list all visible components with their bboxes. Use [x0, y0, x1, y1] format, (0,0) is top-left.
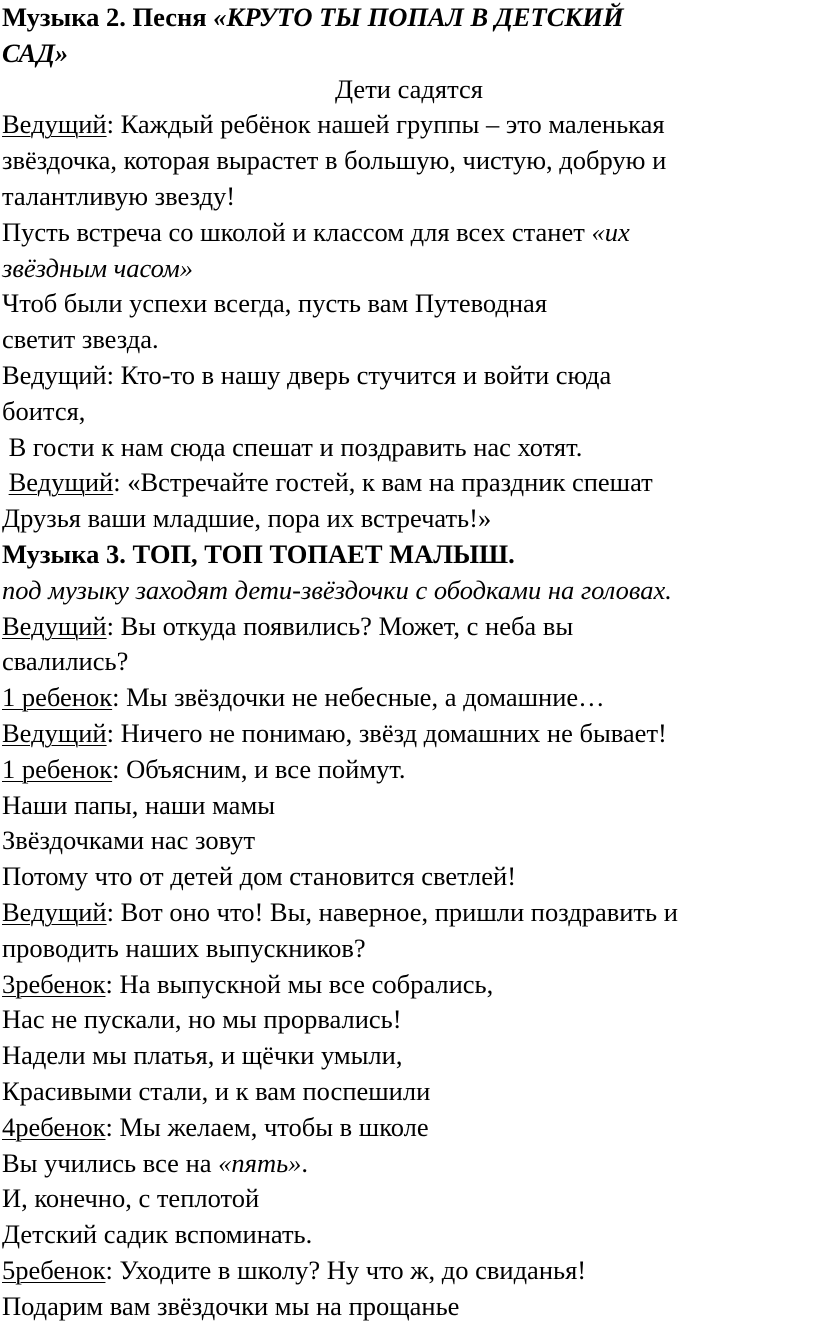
speech-text: Красивыми стали, и к вам поспешили [2, 1075, 431, 1106]
stage-direction: Дети садятся [335, 73, 483, 104]
speech-text: свалились? [2, 646, 129, 677]
dialogue-line [2, 823, 816, 859]
speaker-label: Ведущий [2, 896, 107, 927]
dialogue-line [2, 1074, 816, 1110]
speaker-label: 1 ребенок [2, 753, 113, 784]
speech-text: Нас не пускали, но мы прорвались! [2, 1004, 402, 1035]
block2-line1: Ведущий: Кто-то в нашу дверь стучится и войти сюда [2, 359, 612, 390]
speech-text: : Вы откуда появились? Может, с неба вы [106, 610, 574, 641]
speech-text: : На выпускной мы все собрались, [105, 968, 494, 999]
speaker-label: 3ребенок [2, 968, 106, 999]
dialogue-line [2, 1110, 816, 1146]
speaker-label: Ведущий [2, 717, 107, 748]
block1-line3: талантливую звезду! [2, 180, 236, 211]
speech-text: Пусть встреча со школой и классом для всех станет [2, 216, 592, 247]
speech-text: Надели мы платья, и щёчки умыли, [2, 1040, 403, 1071]
music-3-direction: под музыку заходят дети-звёздочки с ободками на головах. [2, 574, 672, 605]
speech-text: И, конечно, с теплотой [2, 1183, 260, 1214]
block1-line1 [2, 107, 816, 143]
dialogue-line [2, 1181, 816, 1217]
block1-line7: светит звезда. [2, 324, 159, 355]
dialogue-tail [2, 1181, 816, 1324]
block1-line2: звёздочка, которая вырастет в большую, чистую, добрую и [2, 145, 667, 176]
leading-space [2, 467, 9, 497]
block3-line2: Друзья ваши младшие, пора их встречать!» [2, 503, 492, 534]
dialogue-line [2, 859, 816, 895]
speech-text: : Ничего не понимаю, звёзд домашних не бывает! [106, 717, 667, 748]
speaker-label: 5ребенок [2, 1254, 106, 1285]
speech-text: . [301, 1147, 309, 1178]
speech-text: Вы учились все на [2, 1147, 219, 1178]
music-2-heading [2, 0, 816, 36]
dialogue-line [2, 895, 816, 931]
dialogue-line [2, 1038, 816, 1074]
speech-text: : Мы звёздочки не небесные, а домашние… [112, 682, 605, 713]
speaker-label: Ведущий [2, 610, 107, 641]
block1-line6: Чтоб были успехи всегда, пусть вам Путеводная [2, 288, 548, 319]
speech-text: : «Встречайте гостей, к вам на праздник спешат [113, 467, 653, 498]
dialogue-line [2, 680, 816, 716]
dialogue-line [2, 1289, 816, 1325]
dialogue-section [2, 609, 816, 1146]
song-title-continued: САД» [2, 37, 69, 68]
dialogue-line [2, 716, 816, 752]
speech-text: проводить наших выпускников? [2, 932, 366, 963]
speech-text: Наши папы, наши мамы [2, 789, 276, 820]
speech-text: Звёздочками нас зовут [2, 825, 256, 856]
line-pyat [2, 1146, 816, 1182]
block3-line1 [2, 465, 816, 501]
dialogue-line [2, 788, 816, 824]
dialogue-line [2, 967, 816, 1003]
speaker-label: Ведущий [2, 109, 107, 140]
music-2-prefix: Музыка 2. Песня [2, 2, 214, 32]
block2-line3: В гости к нам сюда спешат и поздравить нас хотят. [2, 431, 583, 462]
speech-italic: «пять» [218, 1147, 302, 1178]
dialogue-line [2, 1002, 816, 1038]
dialogue-line [2, 609, 816, 645]
speech-text: Детский садик вспоминать. [2, 1219, 313, 1250]
speech-text: : Уходите в школу? Ну что ж, до свиданья! [105, 1254, 587, 1285]
speaker-label: 1 ребенок [2, 682, 113, 713]
dialogue-line [2, 1253, 816, 1289]
speaker-label: 4ребенок [2, 1111, 106, 1142]
speech-text: : Мы желаем, чтобы в школе [105, 1111, 429, 1142]
speech-text: : Объясним, и все поймут. [112, 753, 406, 784]
speech-text: : Каждый ребёнок нашей группы – это маленькая [106, 109, 665, 140]
dialogue-line [2, 931, 816, 967]
speech-text: Потому что от детей дом становится светлей! [2, 861, 517, 892]
speech-italic: «их [591, 216, 630, 247]
block2-line2: боится, [2, 395, 86, 426]
speech-text: : Вот оно что! Вы, наверное, пришли поздравить и [106, 896, 678, 927]
dialogue-line [2, 644, 816, 680]
block1-line5: звёздным часом» [2, 252, 194, 283]
speech-text: Подарим вам звёздочки мы на прощанье [2, 1290, 460, 1321]
block1-line4 [2, 215, 816, 251]
speaker-label: Ведущий [8, 467, 114, 498]
song-title: «КРУТО ТЫ ПОПАЛ В ДЕТСКИЙ [213, 2, 624, 32]
music-3-heading: Музыка 3. ТОП, ТОП ТОПАЕТ МАЛЫШ. [2, 538, 515, 569]
dialogue-line [2, 752, 816, 788]
dialogue-line [2, 1217, 816, 1253]
